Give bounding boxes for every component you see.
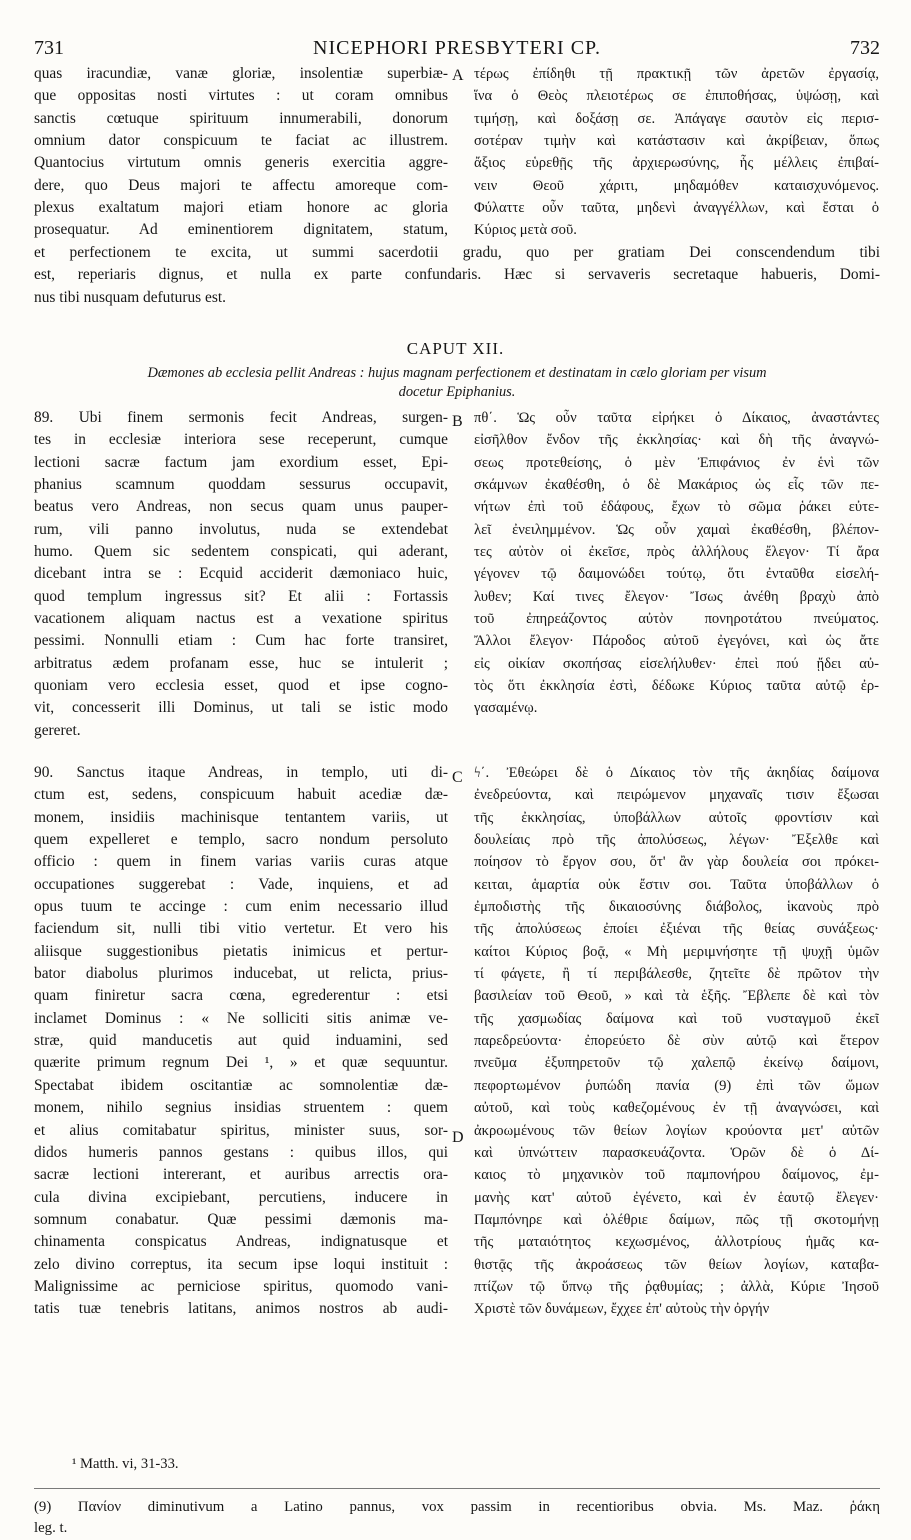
chapter-summary <box>34 364 880 402</box>
margin-marker-c: C <box>452 769 463 786</box>
text-line: monem, insidiis machinisque tentantem variis, ut <box>34 808 448 826</box>
text-line: stræ, quid manducetis aut quid induamini, sed <box>34 1032 448 1050</box>
text-line: Spectabat ibidem oscitantiæ ac somnolentiæ dæ- <box>34 1076 448 1094</box>
text-line: chinamenta conspicatus Andreas, indignatusque et <box>34 1233 448 1251</box>
text-line: nus tibi nusquam defuturus est. <box>34 288 226 306</box>
text-line: monem, nihilo segnius insidias struentem : quem <box>34 1099 448 1117</box>
text-line: prosequatur. Ad eminentiorem dignitatem, statum, <box>34 221 448 239</box>
text-line: ἵνα ὁ Θεὸς πλειοτέρως σε ἐπιποθήσας, ὑψώσῃ, καὶ <box>474 88 879 105</box>
text-line: 90. Sanctus itaque Andreas, in templo, uti di- <box>34 764 448 781</box>
text-line: πεφορτωμένον ῥυπώδη πανία (9) ἐπὶ τῶν ὤμων <box>474 1077 879 1094</box>
text-line: ἄξιος εὑρεθῇς τῆς ἀρχιερωσύνης, ἧς μέλλεις ἐπιβαί- <box>474 155 879 172</box>
text-line: quoniam vero ecclesia esset, quod et ipse cogno- <box>34 677 448 695</box>
text-line: dicebant intra se : Ecquid acciderit dæmoniaco huic, <box>34 565 448 583</box>
text-line: Χριστὲ τῶν δυνάμεων, ἔχχεε ἐπ' αὐτοὺς τὴν ὀργήν <box>474 1301 770 1318</box>
text-line: καιος τὸ μηχανικὸν τοῦ παμπονήρου δαίμονος, ἐμ- <box>474 1167 879 1184</box>
text-line: γασαμένῳ. <box>474 700 538 717</box>
text-line: πτίζων τῷ ὕπνῳ τῆς ῥᾳθυμίας; ; ἀλλὰ, Κύριε Ἰησοῦ <box>474 1278 879 1295</box>
text-line: Ἄλλοι ἔλεγον· Πάροδος αὐτοῦ ἐγεγόνει, καὶ ὡς ἄτε <box>474 633 879 650</box>
text-line: et alius comitabatur spiritus, minister suus, sor- <box>34 1121 448 1139</box>
text-line: πνεῦμα ἐξυπηρετοῦν τῷ χαλεπῷ ἐκείνῳ δαίμονι, <box>474 1055 879 1072</box>
margin-marker-a: A <box>452 67 464 84</box>
text-line: rum, vili panno involutus, nuda se extendebat <box>34 520 448 538</box>
text-line: cula divina excipiebant, percutiens, inducere in <box>34 1188 448 1206</box>
text-line: tes in ecclesiæ interiora sese receperunt, cumque <box>34 431 448 449</box>
latin-column-top <box>34 63 448 242</box>
text-line: quærite primum regnum Dei ¹, » et quæ sequuntur. <box>34 1054 448 1072</box>
text-line: ctum est, sedens, conspicuum habuit acediæ dæ- <box>34 786 448 804</box>
text-line: θιστᾷς τῆς ἀκροάσεως τῶν θείων λογίων, καταβα- <box>474 1256 879 1273</box>
text-line: que oppositas nosti virtutes : ut coram omnibus <box>34 87 448 105</box>
footnote-line: leg. t. <box>34 1520 68 1536</box>
text-line: omnium dator conspicuum te faciat ac illustrem. <box>34 132 448 150</box>
text-line: sanctis cœtuque spirituum innumerabili, donorum <box>34 109 448 127</box>
text-line: bator diabolus plurimos inducebat, ut relicta, prius- <box>34 965 448 983</box>
footnote <box>34 1497 880 1539</box>
text-line: πθ΄. Ὡς οὖν ταῦτα εἰρήκει ὁ Δίκαιος, ἀναστάντες <box>474 410 879 426</box>
text-line: 89. Ubi finem sermonis fecit Andreas, surgen- <box>34 409 448 426</box>
text-line: quem expelleret e templo, sacro nondum persoluto <box>34 831 448 849</box>
text-line: τῆς χασμωδίας δαίμονα καὶ τοῦ νυσταγμοῦ ἐκεῖ <box>474 1010 879 1027</box>
text-line: arbitratus ædem profanam esse, huc se intulerit ; <box>34 654 448 672</box>
text-line: καὶ ὑπνώττειν παρασκευάζοντα. Ὁρῶν δὲ ὁ Δί- <box>474 1144 879 1161</box>
text-line: vacationem aliquam nactus est a vexatione spiritus <box>34 610 448 628</box>
text-line: zelo divino correptus, ita secum ipse loqui instituit : <box>34 1255 448 1273</box>
scripture-reference: ¹ Matth. vi, 31-33. <box>72 1456 179 1472</box>
text-line: καίτοι Κύριος βοᾷ, « Μὴ μεριμνήσητε τῇ ψυχῇ ὑμῶν <box>474 943 879 960</box>
text-line: Παμπόνηρε καὶ ὀλέθριε δαίμων, πῶς τῇ σκοτομήνῃ <box>474 1211 879 1228</box>
text-line: μανὴς κατ' αὐτοῦ ἐγένετο, καὶ ἐν ἑαυτῷ ἔλεγεν· <box>474 1189 879 1206</box>
text-line: βασιλείαν τοῦ Θεοῦ, » καὶ τὰ ἑξῆς. Ἔβλεπε δὲ καὶ τὸν <box>474 988 879 1005</box>
text-line: ϟ΄. Ἐθεώρει δὲ ὁ Δίκαιος τὸν τῆς ἀκηδίας δαίμονα <box>474 765 879 781</box>
running-header <box>34 34 880 62</box>
text-line: faciendum sit, nulli tibi vitio vertetur. Et vero his <box>34 920 448 938</box>
text-line: κειται, ἁμαρτία οὐκ ἔστιν σοι. Ταῦτα ὑποβάλλων ὁ <box>474 876 879 893</box>
margin-marker-b: B <box>452 413 463 430</box>
text-line: τιμήσῃ, καὶ δοξάσῃ σε. Ἀπάγαγε σαυτὸν εἰς περισ- <box>474 110 879 127</box>
chapter-heading: CAPUT XII. <box>406 339 505 358</box>
text-line: εἰσῆλθον ἔνδον τῆς ἐκκλησίας· καὶ δὴ τῆς ἀναγνώ- <box>474 432 879 449</box>
text-line: sacræ lectioni intererant, et auribus arrectis ora- <box>34 1166 448 1184</box>
text-line: phanius scamnum quoddam sessurus occupavit, <box>34 476 448 494</box>
greek-column-top <box>474 63 879 242</box>
text-line: δουλείαις πρὸ τῆς ἀπολύσεως, λέγων· Ἔξελθε καὶ <box>474 832 879 849</box>
text-line: Quantocius virtutum omnis generis exercitia aggre- <box>34 154 448 172</box>
text-line: γέγονεν τῷ δαιμονώδει τούτῳ, ὅτι ἐνταῦθα εἰσελή- <box>474 566 879 583</box>
running-title: NICEPHORI PRESBYTERI CP. <box>313 37 601 59</box>
text-line: αὐτοῦ, καὶ τοὺς καθεζομένους ἐν τῇ ἀναγνώσει, καὶ <box>474 1100 879 1117</box>
text-line: quas iracundiæ, vanæ gloriæ, insolentiæ superbiæ- <box>34 65 448 82</box>
text-line: didos humeris pannos gestans : quibus illos, qui <box>34 1143 448 1161</box>
text-line: Malignissime ac perniciose spiritus, quomodo vani- <box>34 1277 448 1295</box>
text-line: occupationes suggerebat : Vade, inquiens, et ad <box>34 875 448 893</box>
text-line: ἀκροωμένους τῶν θείων λογίων κρούοντα μετ' αὐτῶν <box>474 1122 879 1139</box>
text-line: somnum conabatur. Quæ pessimi dæmonis ma- <box>34 1210 448 1228</box>
text-line: humo. Quem sic sedentem conspicati, qui aderant, <box>34 543 448 561</box>
text-line: gereret. <box>34 721 81 739</box>
text-line: Κύριος μετὰ σοῦ. <box>474 222 577 239</box>
text-line: εἰς οἰκίαν σκοπήσας εἰσελήλυθεν· ἐπεὶ πού ᾔδει αὐ- <box>474 655 879 672</box>
text-line: σκάμνων ἐκαθέσθη, ὁ δὲ Μακάριος ὡς εἷς τῶν πε- <box>474 477 879 494</box>
text-line: quod templum ingressus sit? Et alii : Fortassis <box>34 587 448 605</box>
footnote-rule <box>34 1488 880 1489</box>
text-line: ἐμποδιστὴς τῆς δικαιοσύνης διάβολος, ἱκανοὺς πρὸ <box>474 899 879 916</box>
text-line: tatis tuæ tenebris latitans, animos nostros ab audi- <box>34 1300 448 1318</box>
text-line: τῆς ἀπολύσεως ἐποίει ἐξιέναι τῆς θείας συνάξεως· <box>474 921 879 938</box>
text-line: σοτέραν τιμὴν καὶ κατάστασιν καὶ ἀκρίβειαν, ὅπως <box>474 133 879 150</box>
greek-paragraph-89 <box>474 407 879 720</box>
text-line: τί φάγετε, ἢ τί περιβάλεσθε, ζητεῖτε δὲ πρῶτον τὴν <box>474 966 879 983</box>
text-line: παρεδρεύοντα· ἐπορεύετο δὲ σὺν αὐτῷ καὶ ἕτερον <box>474 1033 879 1050</box>
text-line: dere, quo Deus majori te affectu amoreque com- <box>34 176 448 194</box>
text-line: νήτων ἐπὶ τοῦ ἐδάφους, ἔχων τὸ σῶμα ῥάκει εὐτε- <box>474 499 879 516</box>
text-line: ποίησον τὸ ἔργον σου, ὅτ' ἂν γὰρ δουλεία σοι πρόκει- <box>474 854 879 871</box>
text-line: λεῖ ἐνειλημμένον. Ὡς οὖν χαμαὶ ἐκαθέσθη, βλέπον- <box>474 521 879 538</box>
chapter-summary-line: docetur Epiphanius. <box>398 384 516 400</box>
text-line: σεως προτεθείσης, ὁ μὲν Ἐπιφάνιος ἐν ἑνὶ τῶν <box>474 454 879 471</box>
latin-paragraph-89 <box>34 407 448 742</box>
page-number-right: 732 <box>850 37 880 59</box>
text-line: beatus vero Andreas, non secus quam unus pauper- <box>34 498 448 516</box>
text-line: quam finiretur sacra cœna, egrederentur : etsi <box>34 987 448 1005</box>
text-line: pessimi. Nonnulli etiam : Cum hac forte transiret, <box>34 632 448 650</box>
text-line: opus tuum te accinge : cum enim necessario illud <box>34 898 448 916</box>
text-line: τῆς ματαιότητος κεχωσμένος, ἀλλοτρίους ἡμᾶς κα- <box>474 1234 879 1251</box>
text-line: vit, concesserit illi Dominus, ut tali se istic modo <box>34 699 448 717</box>
full-width-paragraph <box>34 242 880 309</box>
text-line: τῆς ἐκκλησίας, ὑποβάλλων αὐτοῖς φροντίσιν καὶ <box>474 809 879 826</box>
text-line: lectioni sacræ factum jam exordium esset, Epi- <box>34 453 448 471</box>
greek-paragraph-90 <box>474 762 879 1321</box>
margin-marker-d: D <box>452 1129 464 1146</box>
text-line: aliisque suggestionibus pietatis inimicus et pertur- <box>34 942 448 960</box>
text-line: ἐνεδρεύοντα, καὶ πειρώμενον μηχαναῖς τισιν ἔξωσαι <box>474 787 879 804</box>
text-line: et perfectionem te excita, ut summi sacerdotii gradu, quo per gratiam Dei conscendendum tibi <box>34 244 880 261</box>
latin-paragraph-90 <box>34 762 448 1321</box>
text-line: τες αὐτὸν οἱ ἐκεῖσε, πρὸς ἀλλήλους ἔλεγον· Τί ἄρα <box>474 544 879 561</box>
text-line: inclamet Dominus : « Ne solliciti sitis animæ ve- <box>34 1009 448 1027</box>
text-line: τὸς ὅτι ἐκκλησία ἐστὶ, δέδωκε Κύριος ταῦτα αὐτῷ ἐρ- <box>474 678 879 695</box>
text-line: est, reperiaris dignus, et nulla ex parte confundaris. Hæc si servaveris secretaque habueris, Domi- <box>34 266 880 284</box>
text-line: νειν Θεοῦ χάριτι, μηδαμόθεν καταισχυνόμενος. <box>474 177 879 194</box>
text-line: λυθεν; Καί τινες ἔλεγον· Ἴσως ἀνέθη βραχὺ ἀπὸ <box>474 588 879 605</box>
page-number-left: 731 <box>34 37 64 59</box>
chapter-summary-line: Dæmones ab ecclesia pellit Andreas : hujus magnam perfectionem et destinatam in cælo gloriam per visum <box>147 365 767 381</box>
text-line: plexus exaltatum majori etiam honore ac gloria <box>34 199 448 217</box>
text-line: Φύλαττε οὖν ταῦτα, μηδενὶ ἀναγγέλλων, καὶ ἔσται ὁ <box>474 200 879 217</box>
footnote-line: (9) Πανίον diminutivum a Latino pannus, vox passim in recentioribus obvia. Ms. Maz. ῥάκη <box>34 1499 880 1515</box>
text-line: τοῦ ἐπηρεάζοντος αὐτὸν πονηροτάτου πνεύματος. <box>474 611 879 628</box>
text-line: τέρως ἐπίδηθι τῇ πρακτικῇ τῶν ἀρετῶν ἐργασίᾳ, <box>474 66 879 82</box>
text-line: officio : quem in finem varias variis curas atque <box>34 853 448 871</box>
